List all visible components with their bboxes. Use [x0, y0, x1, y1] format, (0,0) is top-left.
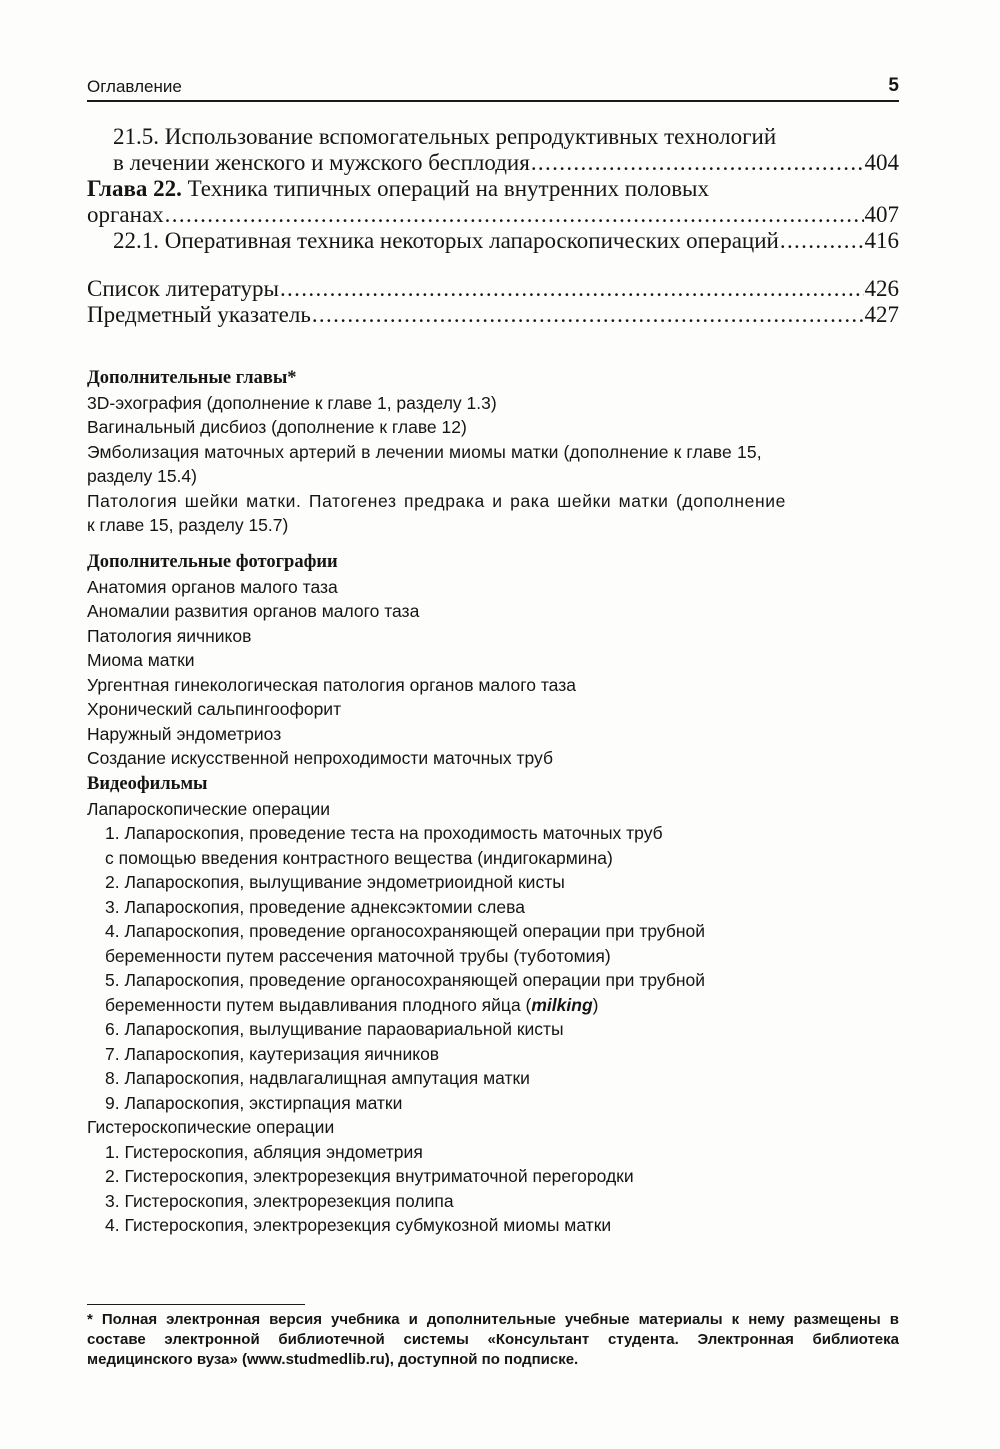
- chapter-title: Техника типичных операций на внутренних половых: [181, 176, 710, 201]
- list-item: Анатомия органов малого таза: [87, 576, 338, 597]
- toc-chapter-22: [87, 202, 899, 228]
- leader-dots: [165, 202, 864, 228]
- footnote: * Полная электронная версия учебника и дополнительные учебные материалы к нему размещены в составе электронной библиотечной системы «Консультант студента. Электронная библиотека медицинского вуза» (www.studmedlib.ru), доступной по подписке.: [87, 1311, 899, 1368]
- toc-entry-22-1: [87, 228, 899, 254]
- list-item: 6. Лапароскопия, вылущивание параовариальной кисты: [105, 1019, 564, 1039]
- list-item: с помощью введения контрастного вещества (индигокармина): [105, 847, 613, 868]
- list-item: [87, 993, 899, 1018]
- list-item: 2. Лапароскопия, вылущивание эндометриоидной кисты: [105, 872, 565, 892]
- list-item: Хронический сальпингоофорит: [87, 699, 342, 719]
- list-item: Ургентная гинекологическая патология органов малого таза: [87, 674, 576, 695]
- toc-entry-21-5-line1: 21.5. Использование вспомогательных репродуктивных технологий: [113, 124, 777, 149]
- list-item: Создание искусственной непроходимости маточных труб: [87, 748, 554, 768]
- hysteroscopy-heading: Гистероскопические операции: [87, 1117, 335, 1137]
- videos-heading: Видеофильмы: [87, 774, 208, 794]
- leader-dots: [780, 228, 864, 254]
- list-item: 1. Лапароскопия, проведение теста на проходимость маточных труб: [105, 823, 663, 843]
- list-item: к главе 15, разделу 15.7): [87, 515, 289, 535]
- toc-chapter-22-line1: [87, 176, 899, 202]
- toc-entry-21-5-line2: в лечении женского и мужского бесплодия: [113, 150, 530, 175]
- list-item: 3. Лапароскопия, проведение аднексэктомии слева: [105, 896, 525, 917]
- list-item: 1. Гистероскопия, абляция эндометрия: [105, 1141, 423, 1162]
- leader-dots: [280, 276, 864, 302]
- list-item: 5. Лапароскопия, проведение органосохраняющей операции при трубной: [105, 970, 706, 990]
- list-item: разделу 15.4): [87, 466, 197, 486]
- leader-dots: [531, 150, 864, 176]
- toc-page-number: 427: [864, 302, 899, 327]
- toc-page-number: 404: [864, 150, 899, 175]
- page-number: 5: [888, 75, 899, 96]
- toc-page-number: 407: [864, 202, 899, 227]
- extra-chapters-section: [87, 366, 899, 538]
- toc-page-number: 416: [864, 228, 899, 253]
- list-item: Аномалии развития органов малого таза: [87, 601, 420, 621]
- list-item: Наружный эндометриоз: [87, 723, 282, 744]
- list-item: Эмболизация маточных артерий в лечении миомы матки (дополнение к главе 15,: [87, 441, 762, 462]
- list-item: 3. Гистероскопия, электрорезекция полипа: [105, 1190, 454, 1211]
- list-item: 2. Гистероскопия, электрорезекция внутриматочной перегородки: [105, 1166, 634, 1186]
- videos-section: [87, 772, 899, 1238]
- item-text: беременности путем выдавливания плодного яйца (: [105, 994, 532, 1015]
- bibliography-title: Список литературы: [87, 276, 279, 301]
- laparoscopy-heading: Лапароскопические операции: [87, 798, 331, 819]
- list-item: 4. Гистероскопия, электрорезекция субмукозной миомы матки: [105, 1215, 612, 1235]
- extra-photos-section: [87, 550, 899, 771]
- toc-entry-22-1-title: 22.1. Оперативная техника некоторых лапароскопических операций: [113, 228, 779, 253]
- extra-chapters-heading: Дополнительные главы*: [87, 368, 297, 388]
- list-item: Патология шейки матки. Патогенез предрака и рака шейки матки (дополнение: [87, 490, 786, 511]
- list-item: 8. Лапароскопия, надвлагалищная ампутация матки: [105, 1068, 530, 1088]
- leader-dots: [312, 302, 864, 328]
- chapter-title-line2: органах: [87, 202, 164, 227]
- item-emphasis: milking: [531, 994, 593, 1015]
- running-header: [87, 74, 899, 102]
- table-of-contents: [87, 124, 899, 328]
- list-item: 7. Лапароскопия, каутеризация яичников: [105, 1043, 440, 1064]
- toc-entry-21-5: [87, 150, 899, 176]
- toc-page-number: 426: [864, 276, 899, 301]
- toc-bibliography: [87, 276, 899, 302]
- toc-subject-index: [87, 302, 899, 328]
- item-text: ): [592, 994, 599, 1015]
- list-item: 3D-эхография (дополнение к главе 1, разделу 1.3): [87, 392, 497, 413]
- list-item: Миома матки: [87, 650, 195, 670]
- chapter-label: Глава 22.: [87, 176, 182, 201]
- list-item: беременности путем рассечения маточной трубы (тубoтомия): [105, 945, 611, 966]
- extra-photos-heading: Дополнительные фотографии: [87, 552, 338, 572]
- list-item: 9. Лапароскопия, экстирпация матки: [105, 1092, 403, 1113]
- list-item: Патология яичников: [87, 625, 252, 646]
- footnote-rule: [87, 1304, 305, 1305]
- list-item: Вагинальный дисбиоз (дополнение к главе 12): [87, 417, 467, 437]
- list-item: 4. Лапароскопия, проведение органосохраняющей операции при трубной: [105, 921, 706, 941]
- header-title: Оглавление: [87, 77, 182, 96]
- subject-index-title: Предметный указатель: [87, 302, 311, 327]
